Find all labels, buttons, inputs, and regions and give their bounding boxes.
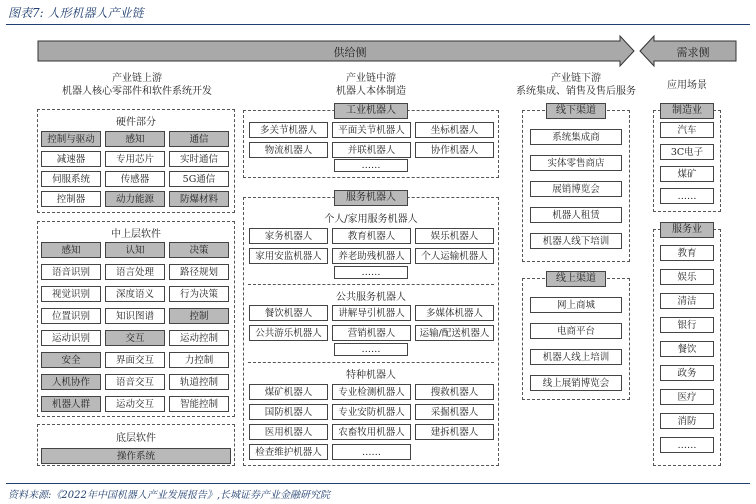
personal-service-cell: 养老助残机器人 — [332, 248, 411, 264]
hardware-cell: 控制器 — [41, 191, 101, 207]
service-divider-1 — [248, 284, 494, 285]
downstream-heading — [506, 72, 646, 98]
public-service-cell: 运输/配送机器人 — [415, 325, 494, 341]
public-service-cell: 营销机器人 — [332, 325, 411, 341]
services-item: 医疗 — [660, 389, 714, 405]
offline-channel-title: 线下渠道 — [546, 103, 606, 119]
industrial-cell: 并联机器人 — [332, 142, 411, 158]
downstream-heading-subtitle: 系统集成、销售及售后服务 — [516, 86, 636, 97]
public-service-title: 公共服务机器人 — [336, 292, 406, 303]
services-item: 清洁 — [660, 293, 714, 309]
middleware-cell: 机器人群 — [41, 396, 101, 412]
hardware-cell: 传感器 — [105, 171, 165, 187]
scenes-heading: 应用场景 — [667, 80, 707, 91]
hardware-cell: 通信 — [169, 131, 229, 147]
hardware-cell: 防爆材料 — [169, 191, 229, 207]
downstream-heading-title: 产业链下游 — [551, 73, 601, 84]
services-item: 教育 — [660, 245, 714, 261]
personal-service-cell: 娱乐机器人 — [415, 228, 494, 244]
upstream-heading-title: 产业链上游 — [112, 73, 162, 84]
personal-service-title: 个人/家用服务机器人 — [324, 214, 418, 225]
offline-channel-item: 机器人租赁 — [530, 207, 622, 223]
online-channel-title: 线上渠道 — [546, 271, 606, 287]
industrial-cell: 平面关节机器人 — [332, 122, 411, 138]
online-channel-item: 机器人线上培训 — [530, 349, 622, 365]
services-item: 娱乐 — [660, 269, 714, 285]
special-robot-cell: 医用机器人 — [249, 424, 328, 440]
middleware-cell: 运动识别 — [41, 330, 101, 346]
middleware-cell: 行为决策 — [169, 286, 229, 302]
os-item: 操作系统 — [41, 448, 231, 464]
middleware-cell: 深度语义 — [105, 286, 165, 302]
figure-title: 图表7: 人形机器人产业链 — [8, 6, 144, 20]
special-robot-cell: 采掘机器人 — [415, 404, 494, 420]
public-service-cell: 餐饮机器人 — [249, 305, 328, 321]
manufacturing-item: 煤矿 — [660, 166, 714, 182]
footer-divider — [6, 483, 750, 484]
middleware-cell: 运动控制 — [169, 330, 229, 346]
middleware-cell: 语言处理 — [105, 264, 165, 280]
midstream-heading-title: 产业链中游 — [346, 73, 396, 84]
middleware-cell: 认知 — [105, 242, 165, 258]
special-robot-cell: …… — [332, 444, 411, 460]
hardware-cell: 专用芯片 — [105, 151, 165, 167]
manufacturing-item: …… — [660, 188, 714, 204]
special-robot-cell: 国防机器人 — [249, 404, 328, 420]
hardware-cell: 伺服系统 — [41, 171, 101, 187]
middleware-cell: 路径规划 — [169, 264, 229, 280]
middleware-cell: 人机协作 — [41, 374, 101, 390]
upstream-heading-subtitle: 机器人核心零部件和软件系统开发 — [62, 86, 212, 97]
services-item: …… — [660, 437, 714, 453]
middleware-cell: 感知 — [41, 242, 101, 258]
service-title: 服务机器人 — [334, 190, 408, 206]
special-robot-title: 特种机器人 — [346, 370, 396, 381]
middleware-cell: 决策 — [169, 242, 229, 258]
industrial-cell: 物流机器人 — [249, 142, 328, 158]
upstream-heading — [38, 72, 236, 98]
middleware-cell: 知识图谱 — [105, 308, 165, 324]
public-service-cell: 公共游乐机器人 — [249, 325, 328, 341]
industrial-more: …… — [334, 159, 408, 172]
middleware-cell: 轨道控制 — [169, 374, 229, 390]
personal-service-cell: 教育机器人 — [332, 228, 411, 244]
manufacturing-item: 3C电子 — [660, 144, 714, 160]
services-item: 餐饮 — [660, 341, 714, 357]
middleware-cell: 安全 — [41, 352, 101, 368]
offline-channel-item: 展销博览会 — [530, 181, 622, 197]
middleware-cell: 语音识别 — [41, 264, 101, 280]
hardware-cell: 动力能源 — [105, 191, 165, 207]
public-service-cell: 多媒体机器人 — [415, 305, 494, 321]
special-robot-cell: 建拆机器人 — [415, 424, 494, 440]
demand-side-label: 需求侧 — [676, 46, 710, 59]
middleware-cell: 视觉识别 — [41, 286, 101, 302]
hardware-title: 硬件部分 — [116, 117, 156, 128]
special-robot-cell: 专业安防机器人 — [332, 404, 411, 420]
midstream-heading-subtitle: 机器人本体制造 — [336, 86, 406, 97]
online-channel-item: 电商平台 — [530, 323, 622, 339]
hardware-cell: 减速器 — [41, 151, 101, 167]
special-robot-cell: 搜救机器人 — [415, 384, 494, 400]
special-robot-cell: 检查维护机器人 — [249, 444, 328, 460]
special-robot-cell: 农畜牧用机器人 — [332, 424, 411, 440]
service-divider-2 — [248, 362, 494, 363]
hardware-cell: 实时通信 — [169, 151, 229, 167]
public-service-cell: 讲解导引机器人 — [332, 305, 411, 321]
offline-channel-item: 机器人线下培训 — [530, 233, 622, 249]
hardware-cell: 感知 — [105, 131, 165, 147]
services-item: 银行 — [660, 317, 714, 333]
middleware-cell: 力控制 — [169, 352, 229, 368]
industrial-title: 工业机器人 — [334, 103, 408, 119]
supply-side-label: 供给侧 — [333, 46, 367, 59]
online-channel-item: 线上展销博览会 — [530, 375, 622, 391]
middleware-cell: 位置识别 — [41, 308, 101, 324]
hardware-cell: 5G通信 — [169, 171, 229, 187]
middleware-cell: 界面交互 — [105, 352, 165, 368]
manufacturing-title: 制造业 — [660, 103, 714, 119]
middleware-cell: 智能控制 — [169, 396, 229, 412]
personal-more: …… — [334, 266, 408, 279]
services-item: 消防 — [660, 413, 714, 429]
middleware-cell: 语音交互 — [105, 374, 165, 390]
online-channel-item: 网上商城 — [530, 297, 622, 313]
middleware-title: 中上层软件 — [111, 229, 161, 240]
services-item: 政务 — [660, 365, 714, 381]
industrial-cell: 多关节机器人 — [249, 122, 328, 138]
middleware-cell: 运动交互 — [105, 396, 165, 412]
offline-channel-item: 实体零售商店 — [530, 155, 622, 171]
industrial-cell: 协作机器人 — [415, 142, 494, 158]
source-note: 资料来源:《2022年中国机器人产业发展报告》,长城证券产业金融研究院 — [8, 490, 330, 501]
industrial-cell: 坐标机器人 — [415, 122, 494, 138]
special-robot-cell: 专业检测机器人 — [332, 384, 411, 400]
special-robot-cell: 煤矿机器人 — [249, 384, 328, 400]
public-more: …… — [334, 343, 408, 356]
middleware-cell: 交互 — [105, 330, 165, 346]
offline-channel-item: 系统集成商 — [530, 129, 622, 145]
personal-service-cell: 个人运输机器人 — [415, 248, 494, 264]
manufacturing-item: 汽车 — [660, 122, 714, 138]
midstream-heading — [248, 72, 494, 98]
bottom-software-title: 底层软件 — [116, 433, 156, 444]
personal-service-cell: 家用安监机器人 — [249, 248, 328, 264]
middleware-cell: 控制 — [169, 308, 229, 324]
services-title: 服务业 — [660, 222, 714, 238]
hardware-cell: 控制与驱动 — [41, 131, 101, 147]
personal-service-cell: 家务机器人 — [249, 228, 328, 244]
